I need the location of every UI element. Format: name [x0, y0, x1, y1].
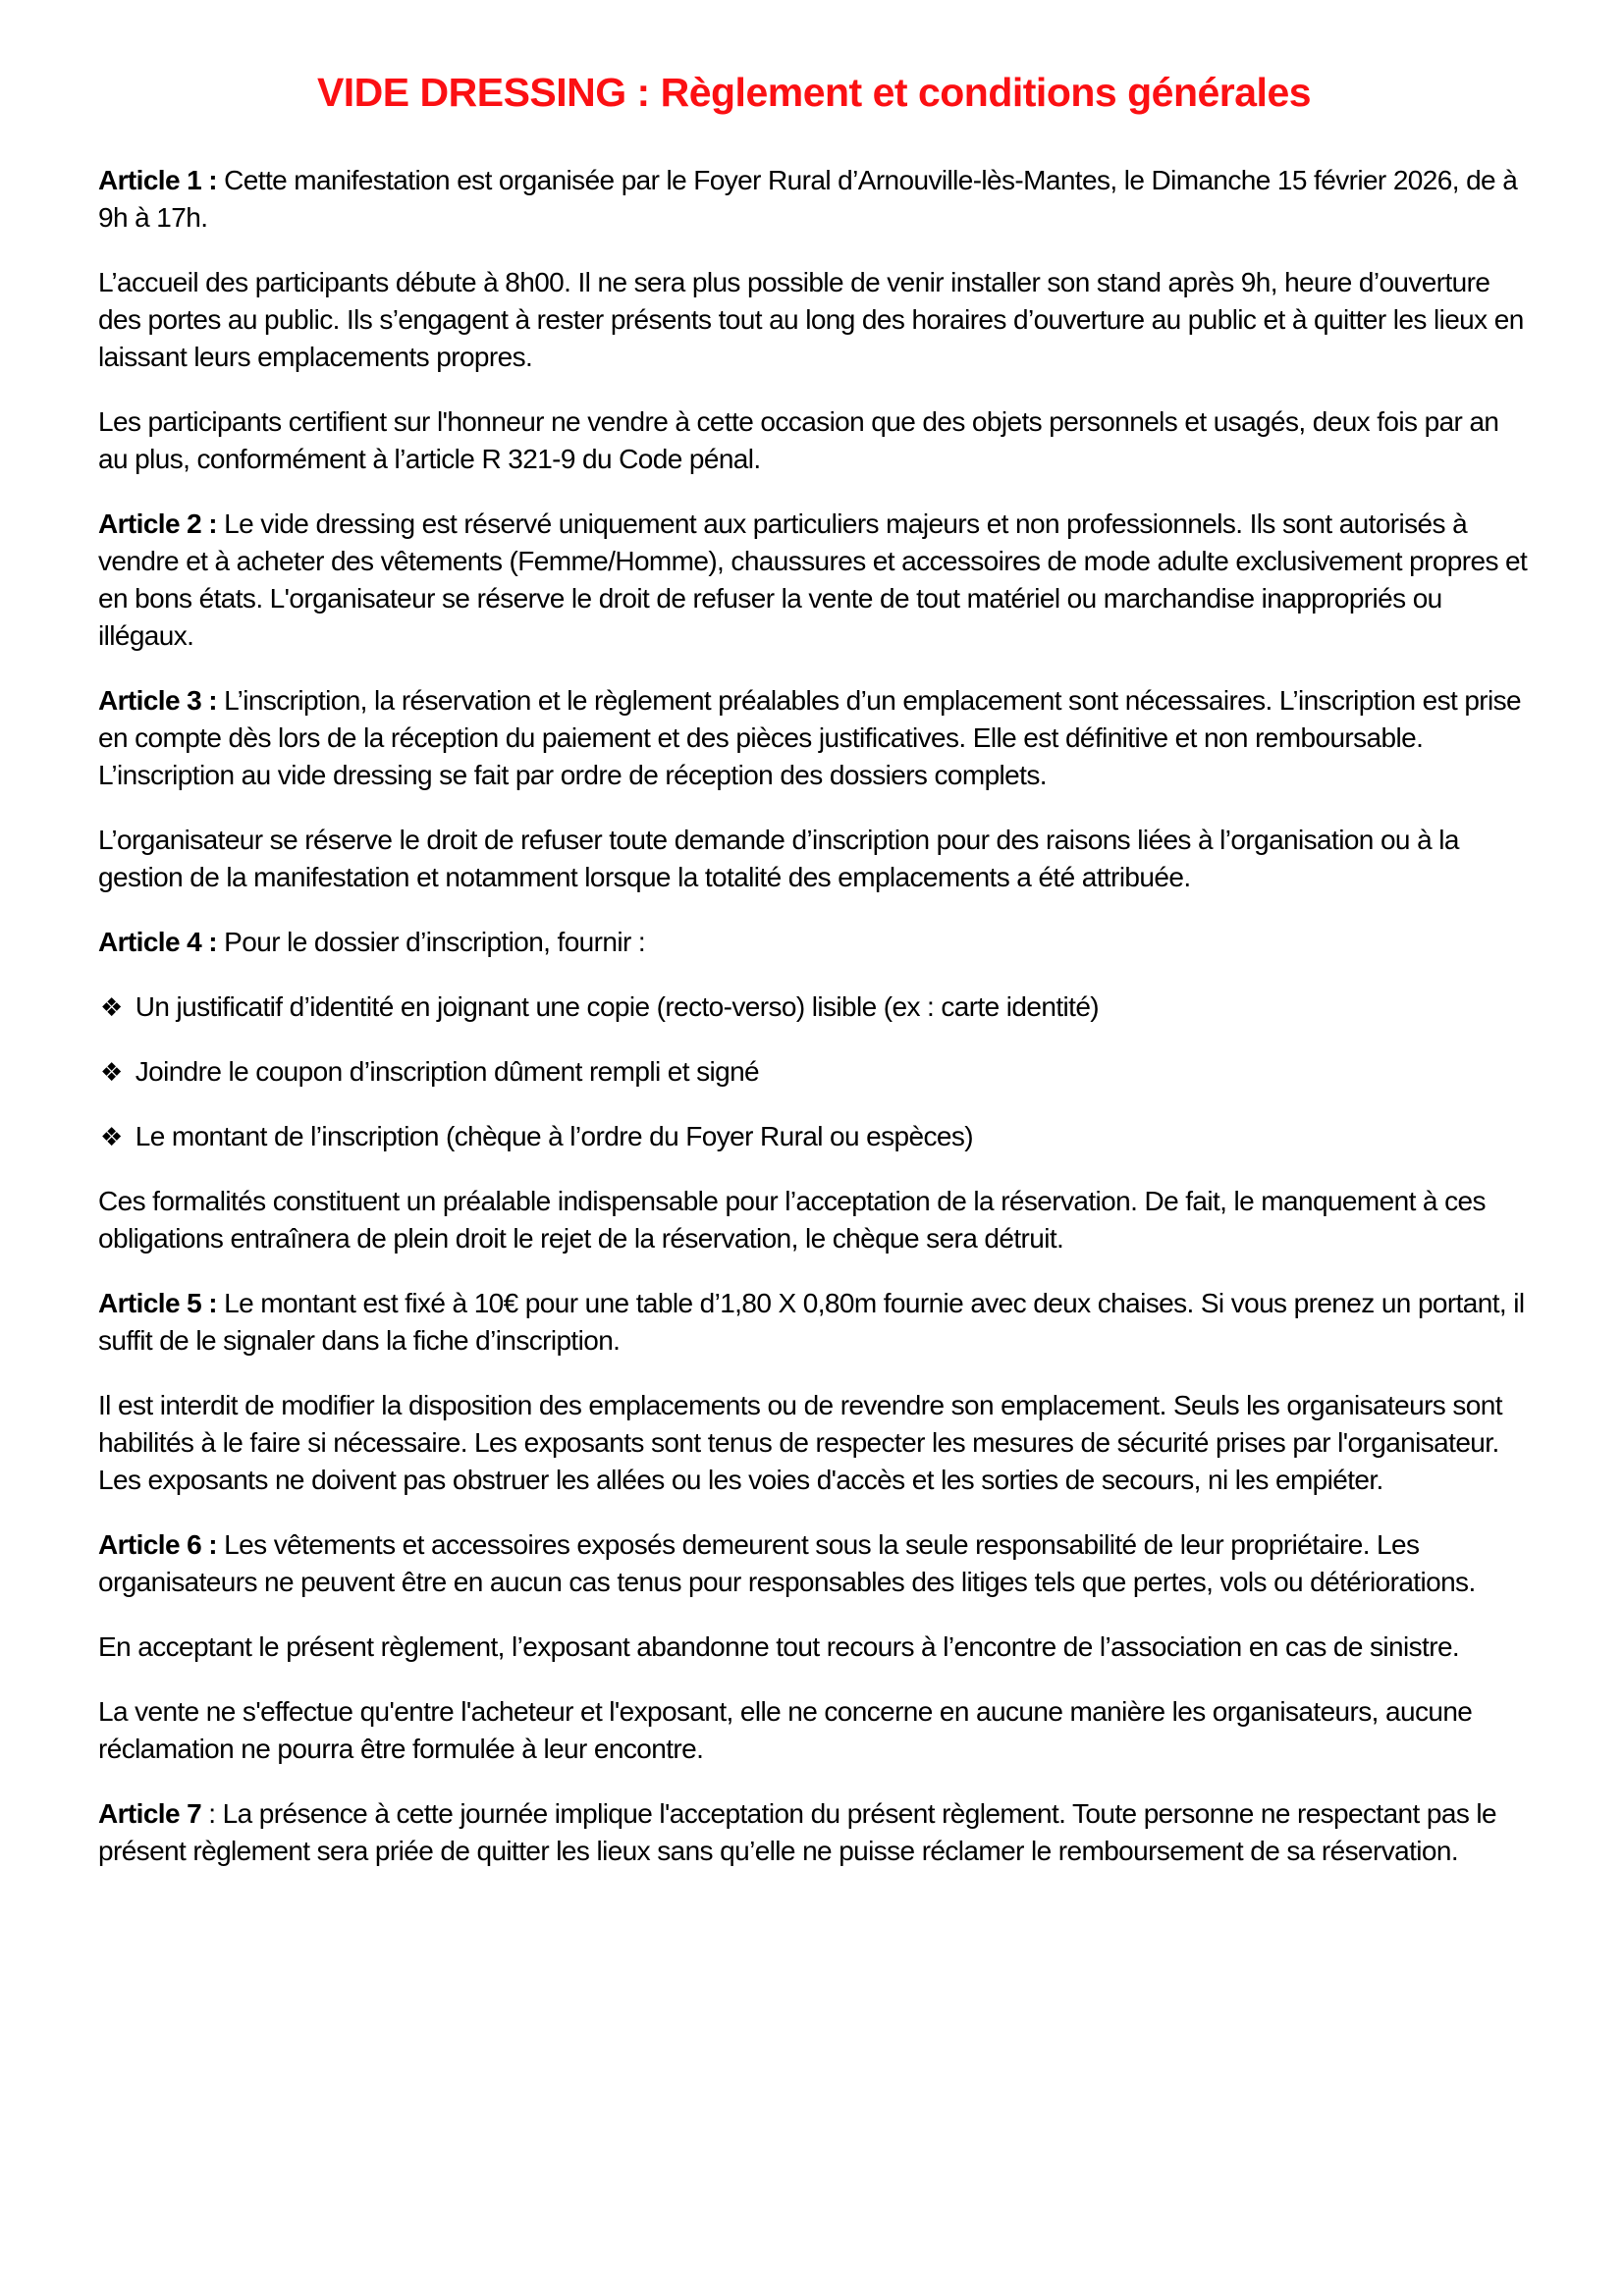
paragraph-accueil-text: L’accueil des participants débute à 8h00. Il ne sera plus possible de venir installer son stand après 9h, heure d’ouverture des portes au public. Ils s’engagent à rester présents tout au long des horaires d’ouverture au public et à quitter les lieux en laissant leurs emplacements propres. [98, 267, 1524, 373]
article-7-text: : La présence à cette journée implique l'acceptation du présent règlement. Toute personne ne respectant pas le présent règlement sera priée de quitter les lieux sans qu’elle ne puisse réclamer le remboursement de sa réservation. [98, 1798, 1497, 1867]
article-6-label: Article 6 : [98, 1529, 217, 1561]
article-6-text: Les vêtements et accessoires exposés demeurent sous la seule responsabilité de leur propriétaire. Les organisateurs ne peuvent être en aucun cas tenus pour responsables des litiges tels que pertes, vols ou détériorations. [98, 1529, 1476, 1598]
paragraph-article-1 [98, 162, 1530, 237]
bullet-item-montant [98, 1118, 1530, 1155]
article-5-text: Le montant est fixé à 10€ pour une table d’1,80 X 0,80m fournie avec deux chaises. Si vous prenez un portant, il suffit de le signaler dans la fiche d’inscription. [98, 1288, 1525, 1357]
paragraph-recours [98, 1629, 1530, 1666]
paragraph-interdictions [98, 1387, 1530, 1499]
paragraph-certification [98, 403, 1530, 478]
paragraph-interdictions-text: Il est interdit de modifier la disposition des emplacements ou de revendre son emplacement. Seuls les organisateurs sont habilités à le faire si nécessaire. Les exposants sont tenus de respecter les mesures de sécurité prises par l'organisateur. Les exposants ne doivent pas obstruer les allées ou les voies d'accès et les sorties de secours, ni les empiéter. [98, 1390, 1502, 1496]
paragraph-formalites-text: Ces formalités constituent un préalable indispensable pour l’acceptation de la réservation. De fait, le manquement à ces obligations entraînera de plein droit le rejet de la réservation, le chèque sera détruit. [98, 1186, 1486, 1255]
article-4-text: Pour le dossier d’inscription, fournir : [217, 927, 646, 958]
article-2-label: Article 2 : [98, 508, 217, 540]
paragraph-article-4 [98, 924, 1530, 961]
article-7-label: Article 7 [98, 1798, 202, 1830]
paragraph-formalites [98, 1183, 1530, 1257]
article-4-label: Article 4 : [98, 927, 217, 958]
bullet-item-coupon [98, 1053, 1530, 1091]
diamond-bullet-icon: ❖ [100, 1122, 123, 1152]
article-3-label: Article 3 : [98, 685, 217, 717]
bullet-item-coupon-text: Joindre le coupon d’inscription dûment rempli et signé [135, 1056, 760, 1088]
article-2-text: Le vide dressing est réservé uniquement aux particuliers majeurs et non professionnels. Ils sont autorisés à vendre et à acheter des vêtements (Femme/Homme), chaussures et accessoires de mode adulte exclusivement propres et en bons états. L'organisateur se réserve le droit de refuser la vente de tout matériel ou marchandise inappropriés ou illégaux. [98, 508, 1528, 652]
paragraph-article-6 [98, 1526, 1530, 1601]
bullet-item-justificatif-text: Un justificatif d’identité en joignant une copie (recto-verso) lisible (ex : carte identité) [135, 991, 1100, 1023]
paragraph-article-7 [98, 1795, 1530, 1870]
article-5-label: Article 5 : [98, 1288, 217, 1319]
paragraph-accueil [98, 264, 1530, 376]
paragraph-vente [98, 1693, 1530, 1768]
paragraph-refus-inscription-text: L’organisateur se réserve le droit de refuser toute demande d’inscription pour des raisons liées à l’organisation ou à la gestion de la manifestation et notamment lorsque la totalité des emplacements a été attribuée. [98, 825, 1459, 893]
article-3-text: L’inscription, la réservation et le règlement préalables d’un emplacement sont nécessaires. L’inscription est prise en compte dès lors de la réception du paiement et des pièces justificatives. Elle est définitive et non remboursable. L’inscription au vide dressing se fait par ordre de réception des dossiers complets. [98, 685, 1522, 791]
article-1-text: Cette manifestation est organisée par le Foyer Rural d’Arnouville-lès-Mantes, le Dimanche 15 février 2026, de à 9h à 17h. [98, 165, 1518, 234]
paragraph-refus-inscription [98, 822, 1530, 896]
bullet-item-montant-text: Le montant de l’inscription (chèque à l’ordre du Foyer Rural ou espèces) [135, 1121, 973, 1152]
article-1-label: Article 1 : [98, 165, 217, 196]
paragraph-recours-text: En acceptant le présent règlement, l’exposant abandonne tout recours à l’encontre de l’association en cas de sinistre. [98, 1631, 1460, 1663]
paragraph-article-5 [98, 1285, 1530, 1360]
page-title: VIDE DRESSING : Règlement et conditions générales [316, 70, 1312, 115]
paragraph-certification-text: Les participants certifient sur l'honneur ne vendre à cette occasion que des objets personnels et usagés, deux fois par an au plus, conformément à l’article R 321-9 du Code pénal. [98, 406, 1499, 475]
paragraph-vente-text: La vente ne s'effectue qu'entre l'acheteur et l'exposant, elle ne concerne en aucune manière les organisateurs, aucune réclamation ne pourra être formulée à leur encontre. [98, 1696, 1473, 1765]
paragraph-article-2 [98, 506, 1530, 655]
diamond-bullet-icon: ❖ [100, 1057, 123, 1088]
bullet-item-justificatif [98, 988, 1530, 1026]
diamond-bullet-icon: ❖ [100, 992, 123, 1023]
paragraph-article-3 [98, 682, 1530, 794]
